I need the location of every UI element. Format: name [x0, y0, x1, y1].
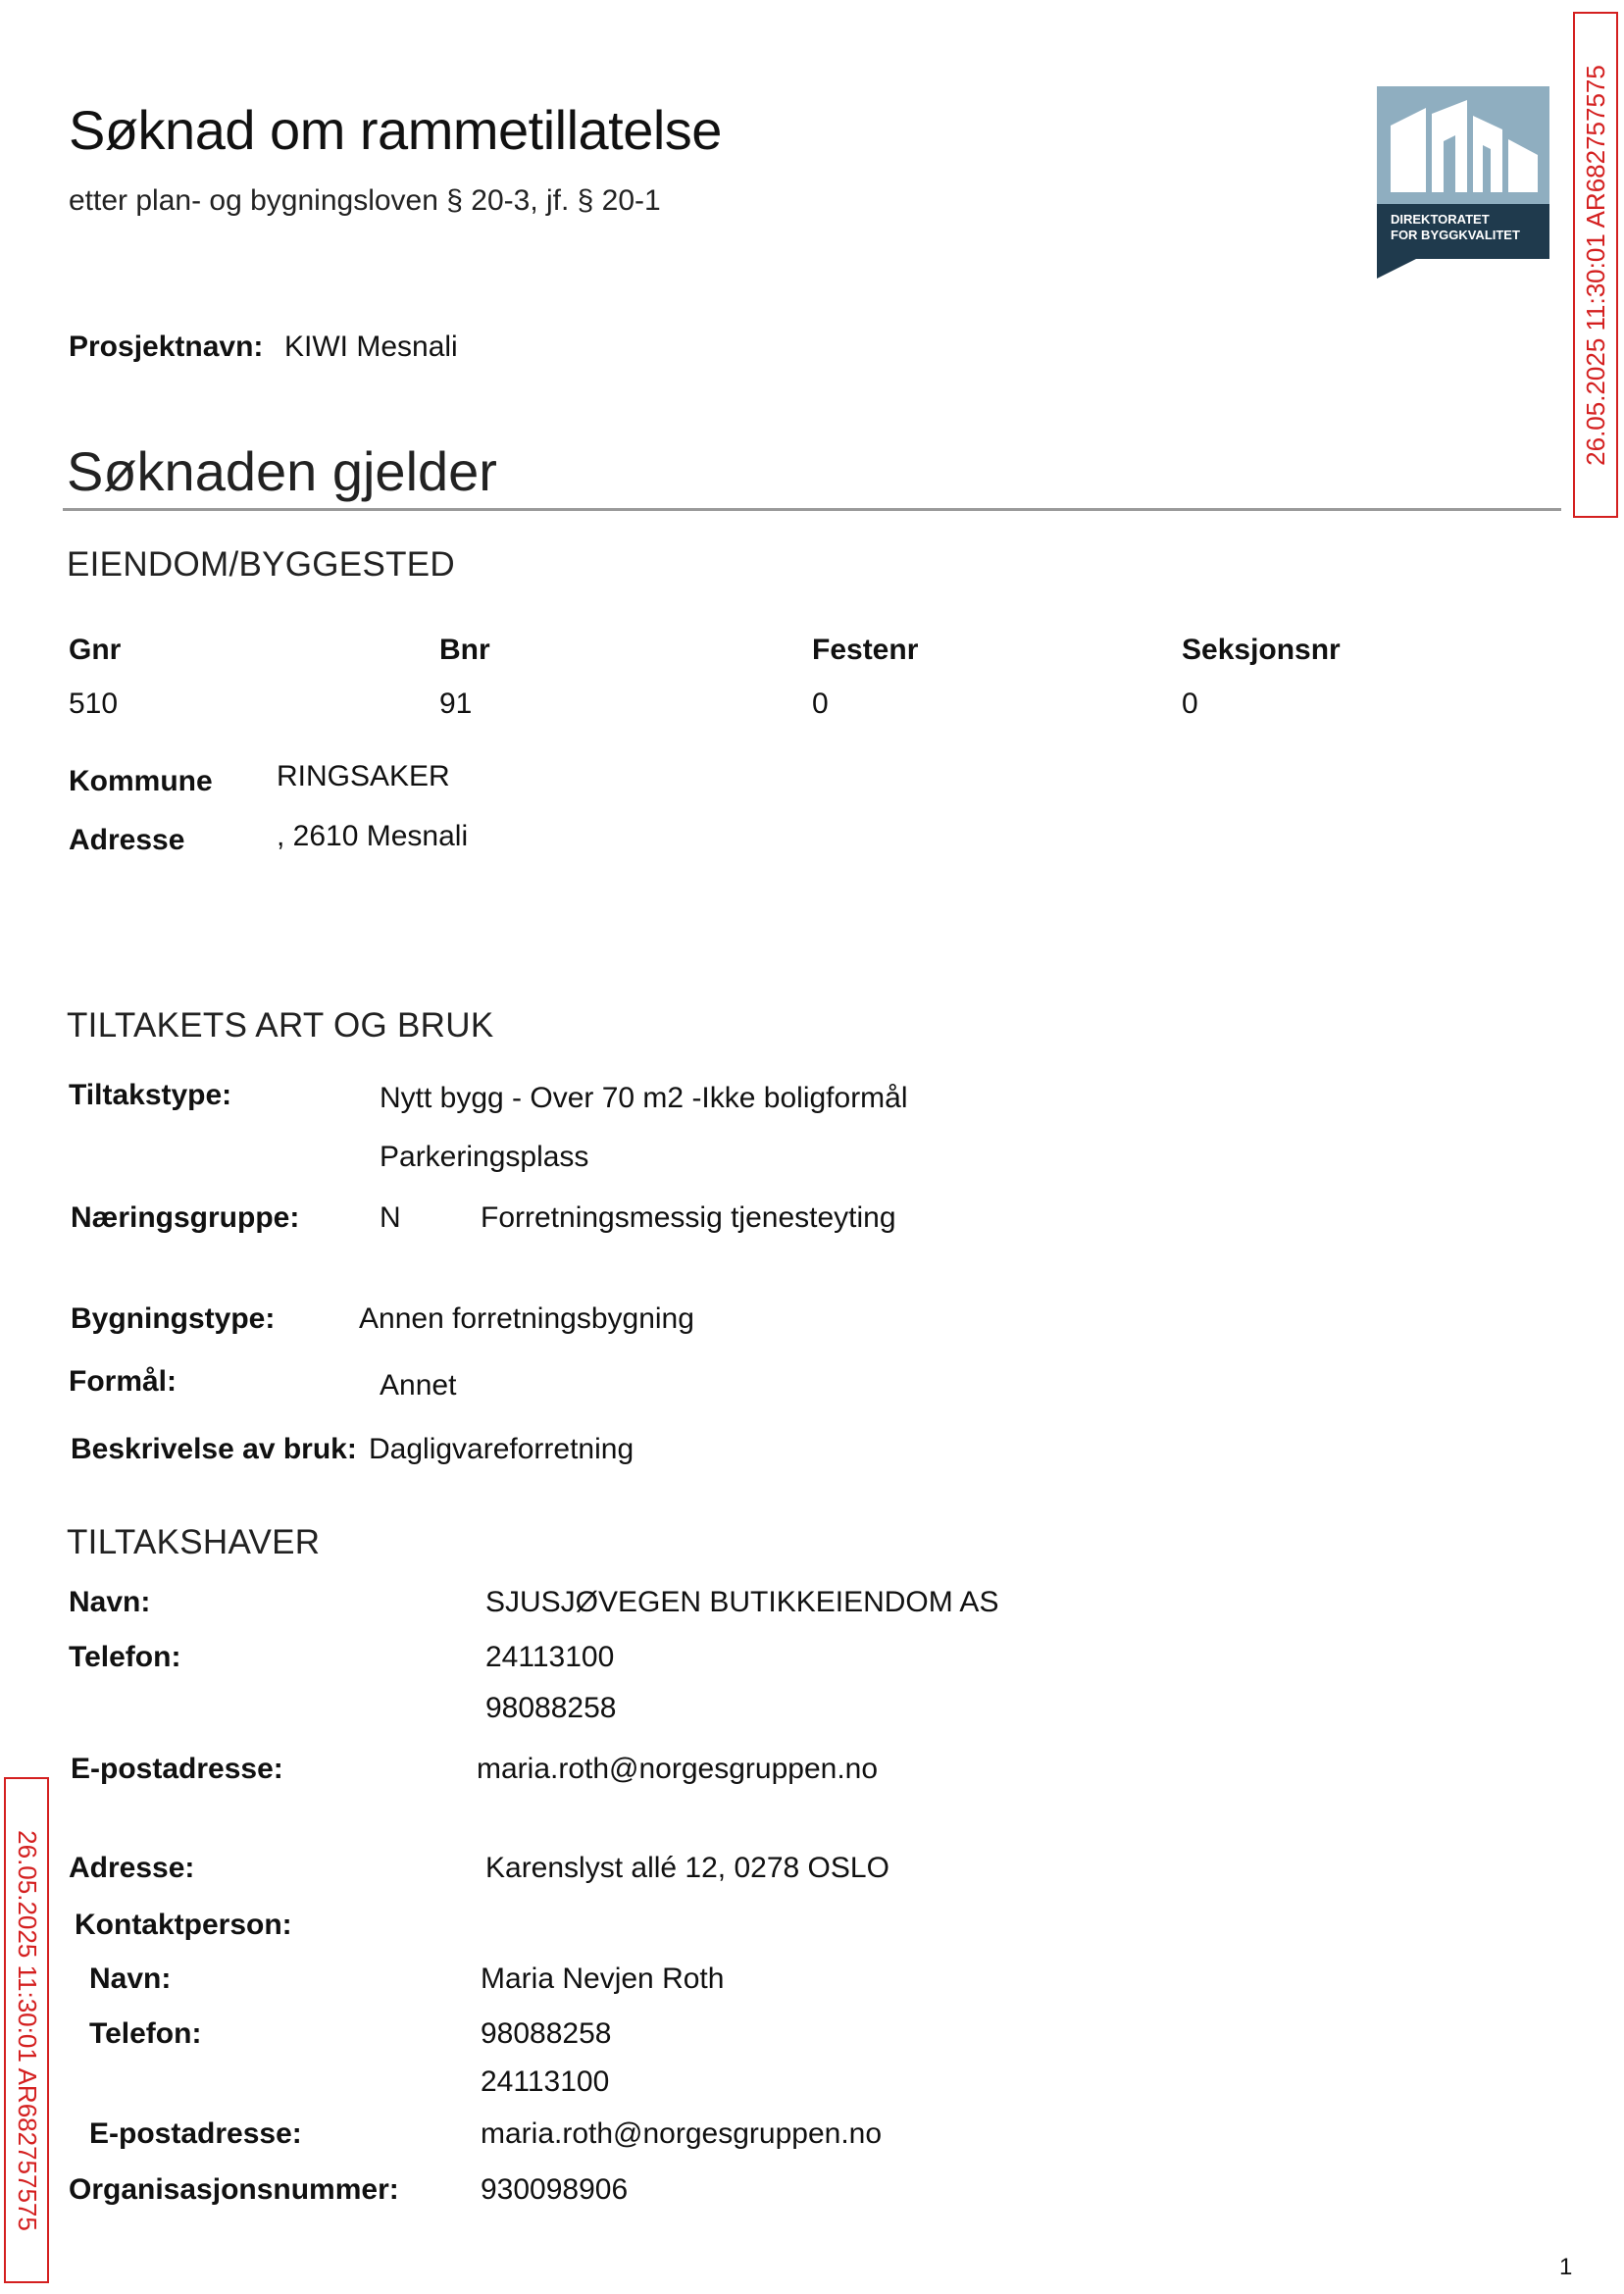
telefon-label: Telefon: — [69, 1641, 181, 1673]
project-name-value: KIWI Mesnali — [284, 331, 458, 363]
epost-label: E-postadresse: — [71, 1753, 283, 1785]
naeringsgruppe-code: N — [380, 1201, 401, 1234]
bygningstype-label: Bygningstype: — [71, 1302, 276, 1335]
tiltak-heading: TILTAKETS ART OG BRUK — [67, 1006, 494, 1045]
stamp-text: 26.05.2025 11:30:01 AR682757575 — [1580, 64, 1610, 466]
navn-label: Navn: — [69, 1586, 151, 1618]
document-title: Søknad om rammetillatelse — [69, 99, 722, 161]
bruk-value: Dagligvareforretning — [369, 1433, 634, 1465]
gnr-value: 510 — [69, 688, 119, 720]
bygningstype-value: Annen forretningsbygning — [359, 1302, 694, 1335]
epost-value: maria.roth@norgesgruppen.no — [477, 1753, 879, 1785]
kontakt-telefon-value: 98088258 — [481, 2017, 612, 2050]
kontakt-telefon-value: 24113100 — [481, 2065, 610, 2098]
seksjonsnr-value: 0 — [1182, 688, 1198, 720]
naeringsgruppe-value: Forretningsmessig tjenesteyting — [481, 1201, 896, 1234]
adresse-value: Karenslyst allé 12, 0278 OSLO — [485, 1852, 889, 1884]
tiltakstype-label: Tiltakstype: — [69, 1079, 232, 1111]
kontakt-epost-label: E-postadresse: — [89, 2117, 302, 2150]
seksjonsnr-label: Seksjonsnr — [1182, 634, 1341, 666]
page-number: 1 — [1559, 2254, 1573, 2280]
kontakt-navn-label: Navn: — [89, 1963, 172, 1995]
formal-label: Formål: — [69, 1365, 178, 1398]
naeringsgruppe-label: Næringsgruppe: — [71, 1201, 300, 1234]
orgnr-value: 930098906 — [481, 2173, 629, 2206]
dibk-logo — [1377, 86, 1549, 279]
project-name-label: Prosjektnavn: — [69, 331, 264, 363]
gnr-label: Gnr — [69, 634, 122, 666]
adresse-label: Adresse — [69, 824, 185, 856]
festenr-label: Festenr — [812, 634, 919, 666]
kontakt-epost-value: maria.roth@norgesgruppen.no — [481, 2117, 883, 2150]
section-divider — [63, 508, 1561, 511]
bruk-label: Beskrivelse av bruk: — [71, 1433, 357, 1465]
tiltakshaver-heading: TILTAKSHAVER — [67, 1523, 321, 1561]
bnr-value: 91 — [439, 688, 473, 720]
festenr-value: 0 — [812, 688, 829, 720]
bnr-label: Bnr — [439, 634, 490, 666]
orgnr-label: Organisasjonsnummer: — [69, 2173, 399, 2206]
telefon-value: 24113100 — [485, 1641, 615, 1673]
document-subtitle: etter plan- og bygningsloven § 20-3, jf. § 20-1 — [69, 184, 661, 217]
kommune-value: RINGSAKER — [277, 760, 450, 792]
kontakt-telefon-label: Telefon: — [89, 2017, 202, 2050]
telefon-value: 98088258 — [485, 1692, 617, 1724]
adresse-value: , 2610 Mesnali — [277, 820, 469, 852]
kontakt-navn-value: Maria Nevjen Roth — [481, 1963, 725, 1995]
logo-text-line1: DIREKTORATET — [1391, 212, 1490, 227]
navn-value: SJUSJØVEGEN BUTIKKEIENDOM AS — [485, 1586, 999, 1618]
timestamp-stamp-top — [1573, 12, 1618, 518]
kontaktperson-label: Kontaktperson: — [75, 1909, 292, 1941]
tiltakstype-value: Parkeringsplass — [380, 1141, 589, 1173]
tiltakstype-value: Nytt bygg - Over 70 m2 -Ikke boligformål — [380, 1082, 908, 1114]
property-heading: EIENDOM/BYGGESTED — [67, 545, 455, 584]
section-title: Søknaden gjelder — [67, 440, 497, 502]
timestamp-stamp-bottom — [4, 1777, 49, 2283]
stamp-text: 26.05.2025 11:30:01 AR682757575 — [12, 1829, 42, 2231]
adresse-label: Adresse: — [69, 1852, 195, 1884]
kommune-label: Kommune — [69, 765, 213, 797]
formal-value: Annet — [380, 1369, 457, 1402]
logo-text-line2: FOR BYGGKVALITET — [1391, 228, 1520, 242]
